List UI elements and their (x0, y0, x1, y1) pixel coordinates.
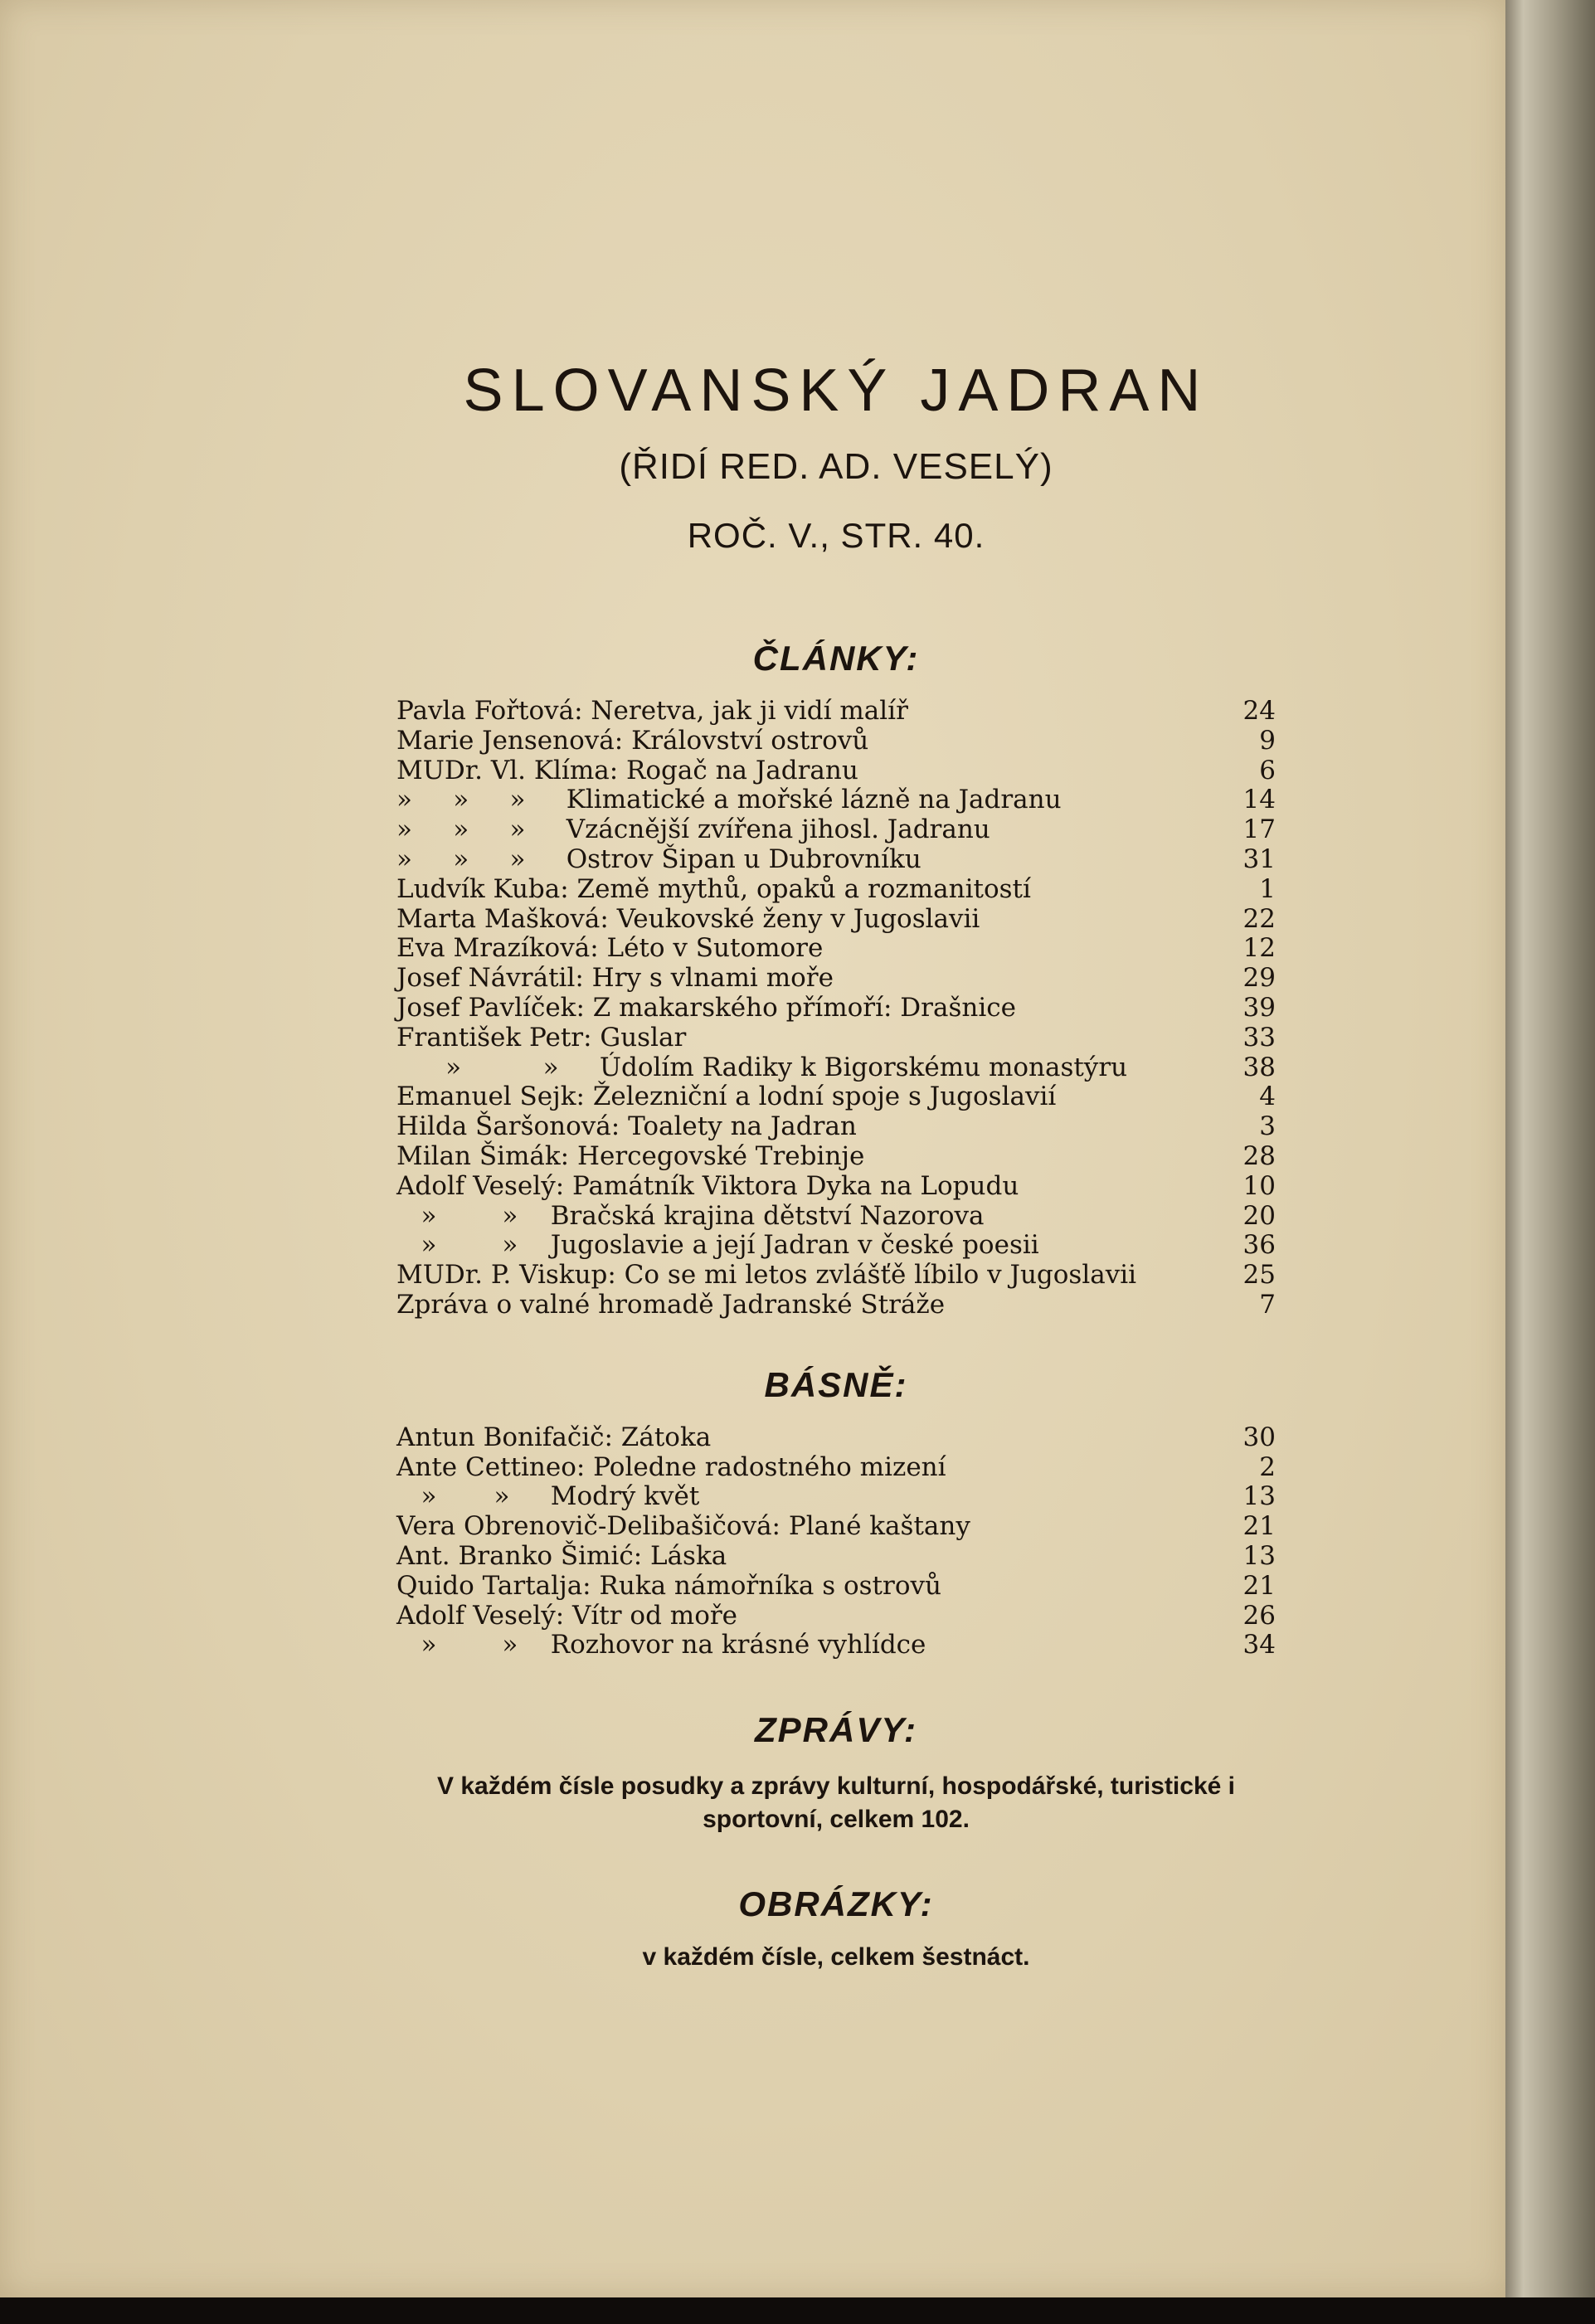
toc-entry-page: 17 (1242, 814, 1276, 845)
toc-entry-title: » » » Klimatické a mořské lázně na Jadranu (396, 785, 1062, 815)
toc-entry-page: 29 (1242, 963, 1276, 994)
toc-entry-title: Quido Tartalja: Ruka námořníka s ostrovů (396, 1570, 941, 1601)
toc-entry-page: 1 (1259, 873, 1276, 904)
toc-entry-title: » » » Vzácnější zvířena jihosl. Jadranu (396, 814, 990, 845)
editor-line: (ŘIDÍ RED. AD. VESELÝ) (619, 446, 1053, 487)
toc-entry-page: 30 (1242, 1422, 1276, 1452)
toc-entry-page: 25 (1242, 1260, 1276, 1291)
toc-entry-title: Adolf Veselý: Vítr od moře (396, 1600, 738, 1631)
poems-heading: BÁSNĚ: (764, 1364, 908, 1404)
toc-entry-page: 10 (1242, 1170, 1276, 1201)
toc-entry (396, 1631, 1276, 1660)
toc-entry (396, 875, 1276, 905)
toc-entry (396, 1112, 1276, 1142)
toc-entry (396, 1023, 1276, 1053)
toc-entry-page: 12 (1242, 933, 1276, 964)
table-of-contents (396, 357, 1276, 1974)
toc-entry-title: Josef Pavlíček: Z makarského přímoří: Drašnice (396, 992, 1016, 1023)
toc-entry-title: Vera Obrenovič-Delibašičová: Plané kaštany (396, 1511, 970, 1542)
toc-entry-title: » » Jugoslavie a její Jadran v české poesii (396, 1230, 1039, 1261)
toc-entry-title: Pavla Fořtová: Neretva, jak ji vidí malíř (396, 696, 908, 726)
toc-entry-page: 4 (1259, 1082, 1276, 1112)
toc-entry-title: Ant. Branko Šimić: Láska (396, 1540, 727, 1571)
toc-entry-page: 6 (1259, 755, 1276, 785)
news-text: V každém čísle posudky a zprávy kulturní, hospodářské, turistické i sportovní, celkem 102. (436, 1772, 1235, 1834)
toc-entry-page: 38 (1242, 1052, 1276, 1082)
toc-entry-title: » » Bračská krajina dětství Nazorova (396, 1200, 985, 1231)
toc-entry-page: 20 (1242, 1200, 1276, 1231)
toc-entry (396, 934, 1276, 964)
toc-entry-page: 14 (1242, 785, 1276, 815)
volume-line: ROČ. V., STR. 40. (687, 516, 985, 555)
toc-entry-page: 22 (1242, 903, 1276, 934)
toc-entry-title: Hilda Šaršonová: Toalety na Jadran (396, 1111, 857, 1142)
toc-entry (396, 905, 1276, 935)
toc-entry-title: Milan Šimák: Hercegovské Trebinje (396, 1140, 865, 1171)
toc-entry-title: Ante Cettineo: Poledne radostného mizení (396, 1451, 946, 1482)
toc-entry (396, 697, 1276, 727)
toc-entry-title: » » » Ostrov Šipan u Dubrovníku (396, 844, 922, 874)
toc-entry (396, 964, 1276, 994)
toc-entry-page: 24 (1242, 696, 1276, 726)
toc-entry-page: 21 (1242, 1570, 1276, 1601)
toc-entry-page: 3 (1259, 1111, 1276, 1142)
toc-entry-page: 13 (1242, 1481, 1276, 1512)
toc-entry-page: 33 (1242, 1022, 1276, 1053)
toc-entry (396, 845, 1276, 875)
toc-entry-title: Zpráva o valné hromadě Jadranské Stráže (396, 1289, 946, 1320)
toc-entry-page: 34 (1242, 1630, 1276, 1660)
toc-entry-page: 26 (1242, 1600, 1276, 1631)
toc-entry (396, 1291, 1276, 1320)
articles-list (396, 697, 1276, 1320)
toc-entry-title: Ludvík Kuba: Země mythů, opaků a rozmanitostí (396, 873, 1031, 904)
journal-title: SLOVANSKÝ JADRAN (463, 357, 1209, 424)
bottom-edge (0, 2297, 1595, 2324)
toc-entry (396, 756, 1276, 786)
toc-entry-page: 39 (1242, 992, 1276, 1023)
toc-entry (396, 1482, 1276, 1512)
toc-entry-title: František Petr: Guslar (396, 1022, 687, 1053)
toc-entry-page: 36 (1242, 1230, 1276, 1261)
toc-entry (396, 1602, 1276, 1631)
pictures-heading: OBRÁZKY: (738, 1884, 934, 1924)
toc-entry-title: Marta Mašková: Veukovské ženy v Jugoslavii (396, 903, 980, 934)
toc-entry-title: Eva Mrazíková: Léto v Sutomore (396, 933, 824, 964)
toc-entry (396, 1142, 1276, 1172)
news-heading: ZPRÁVY: (754, 1710, 918, 1750)
toc-entry-page: 28 (1242, 1140, 1276, 1171)
toc-entry-page: 2 (1259, 1451, 1276, 1482)
toc-entry-title: » » Modrý květ (396, 1481, 700, 1512)
toc-entry (396, 1053, 1276, 1083)
toc-entry-title: » » Údolím Radiky k Bigorskému monastýru (396, 1052, 1128, 1082)
toc-entry-page: 9 (1259, 725, 1276, 756)
toc-entry-page: 31 (1242, 844, 1276, 874)
toc-entry-page: 7 (1259, 1289, 1276, 1320)
toc-entry-title: MUDr. Vl. Klíma: Rogač na Jadranu (396, 755, 858, 785)
toc-entry-title: Josef Návrátil: Hry s vlnami moře (396, 963, 834, 994)
toc-entry (396, 727, 1276, 756)
toc-entry (396, 1542, 1276, 1572)
toc-entry-title: Emanuel Sejk: Železniční a lodní spoje s Jugoslavií (396, 1082, 1057, 1112)
articles-heading: ČLÁNKY: (752, 639, 920, 678)
poems-list (396, 1423, 1276, 1660)
toc-entry (396, 1172, 1276, 1202)
toc-entry (396, 1231, 1276, 1261)
toc-entry (396, 1082, 1276, 1112)
toc-entry-title: Adolf Veselý: Památník Viktora Dyka na Lopudu (396, 1170, 1019, 1201)
toc-entry-title: MUDr. P. Viskup: Co se mi letos zvlášťě líbilo v Jugoslavii (396, 1260, 1137, 1291)
toc-entry-title: Marie Jensenová: Království ostrovů (396, 725, 869, 756)
toc-entry (396, 785, 1276, 815)
toc-entry (396, 815, 1276, 845)
toc-entry (396, 1453, 1276, 1483)
toc-entry-title: » » Rozhovor na krásné vyhlídce (396, 1630, 926, 1660)
toc-entry (396, 1512, 1276, 1542)
pictures-text: v každém čísle, celkem šestnáct. (642, 1943, 1030, 1972)
toc-entry (396, 1261, 1276, 1291)
toc-entry (396, 994, 1276, 1023)
toc-entry (396, 1572, 1276, 1602)
toc-entry (396, 1423, 1276, 1453)
toc-entry-page: 21 (1242, 1511, 1276, 1542)
toc-entry-title: Antun Bonifačič: Zátoka (396, 1422, 712, 1452)
book-spine (1505, 0, 1595, 2324)
toc-entry (396, 1202, 1276, 1232)
toc-entry-page: 13 (1242, 1540, 1276, 1571)
